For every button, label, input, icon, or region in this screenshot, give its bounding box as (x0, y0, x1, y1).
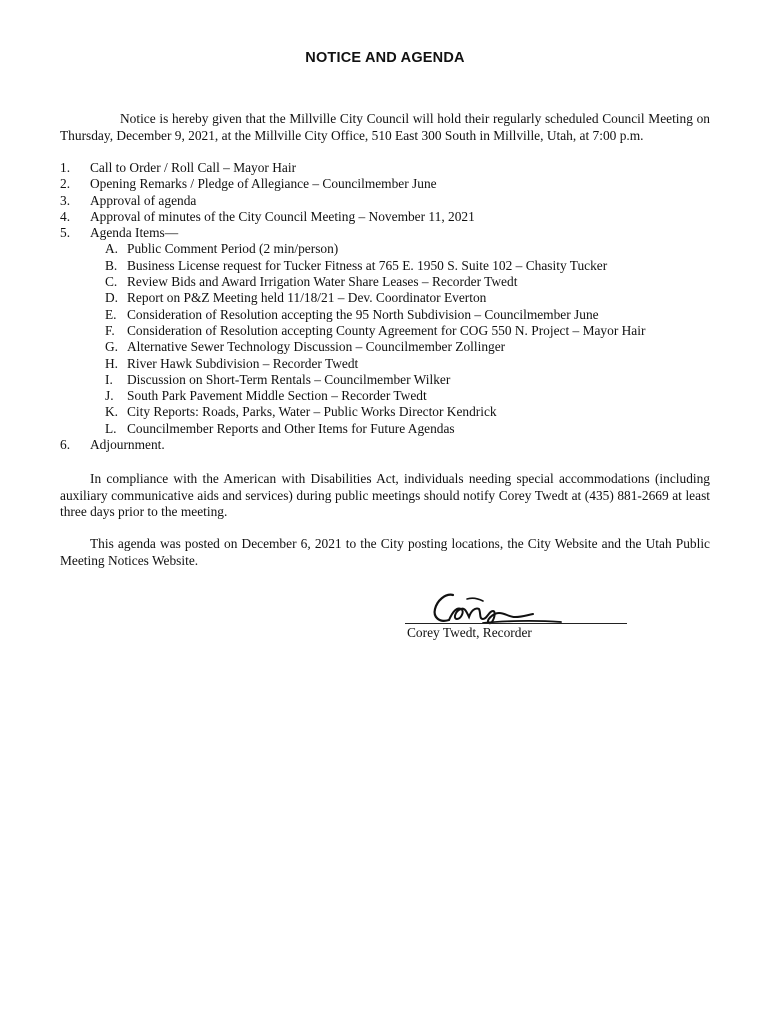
agenda-subitem-letter: E. (105, 306, 117, 322)
agenda-subitem-letter: J. (105, 388, 114, 404)
agenda-subitem (60, 421, 720, 437)
agenda-item (60, 193, 720, 209)
agenda-subitem-text: Business License request for Tucker Fitness at 765 E. 1950 S. Suite 102 – Chasity Tucker (127, 257, 608, 273)
agenda-subitem-letter: L. (105, 420, 117, 436)
agenda-item-text: Adjournment. (90, 437, 165, 453)
agenda-item-number: 5. (60, 225, 71, 241)
document-title: NOTICE AND AGENDA (305, 50, 465, 66)
agenda-subitem (60, 290, 720, 306)
agenda-subitem (60, 258, 720, 274)
agenda-item-text: Call to Order / Roll Call – Mayor Hair (90, 160, 297, 175)
agenda-subitem-text: South Park Pavement Middle Section – Recorder Twedt (127, 388, 427, 404)
agenda-subitem-text: Consideration of Resolution accepting the 95 North Subdivision – Councilmember June (127, 306, 599, 322)
agenda-subitem-text: Review Bids and Award Irrigation Water Share Leases – Recorder Twedt (127, 274, 518, 290)
agenda-subitem (60, 388, 720, 404)
agenda-subitem (60, 274, 720, 290)
agenda-list (60, 160, 720, 453)
agenda-item-number: 6. (60, 437, 71, 453)
agenda-item (60, 437, 720, 453)
agenda-subitem-letter: B. (105, 257, 118, 273)
agenda-subitem-text: Councilmember Reports and Other Items for Future Agendas (127, 420, 455, 436)
signature-block (405, 585, 630, 645)
meeting-notice-paragraph: Notice is hereby given that the Millville City Council will hold their regularly scheduled Council Meeting on Thursday, December 9, 2021, at the Millville City Office, 510 East 300 South in Millville, Utah, at 7:00 p.m. (60, 111, 710, 143)
agenda-item-text: Approval of minutes of the City Council Meeting – November 11, 2021 (90, 208, 475, 224)
agenda-item-number: 3. (60, 192, 71, 208)
agenda-subitem-letter: A. (105, 241, 119, 257)
agenda-subitem-text: Alternative Sewer Technology Discussion – Councilmember Zollinger (127, 339, 506, 355)
agenda-subitem (60, 307, 720, 323)
agenda-subitem (60, 241, 720, 257)
agenda-subitem-text: Public Comment Period (2 min/person) (127, 241, 339, 257)
signature-line (405, 623, 627, 624)
agenda-item-number: 2. (60, 176, 71, 192)
agenda-item-number: 1. (60, 160, 71, 175)
handwritten-signature (423, 587, 563, 627)
agenda-subitem (60, 323, 720, 339)
ada-notice-paragraph: In compliance with the American with Disabilities Act, individuals needing special accommodations (including auxiliary communicative aids and services) during public meetings should notify Corey Twedt at (435) 881-2669 at least three days prior to the meeting. (60, 471, 710, 519)
agenda-subitem-text: City Reports: Roads, Parks, Water – Public Works Director Kendrick (127, 404, 497, 420)
agenda-subitem-text: Report on P&Z Meeting held 11/18/21 – Dev. Coordinator Everton (127, 290, 487, 306)
posting-notice-paragraph: This agenda was posted on December 6, 2021 to the City posting locations, the City Website and the Utah Public Meeting Notices Website. (60, 536, 710, 568)
agenda-subitem-letter: F. (105, 322, 115, 338)
agenda-subitem (60, 372, 720, 388)
agenda-item-text: Opening Remarks / Pledge of Allegiance – Councilmember June (90, 176, 437, 192)
agenda-subitem-text: Consideration of Resolution accepting County Agreement for COG 550 N. Project – Mayor Hair (127, 322, 646, 338)
signatory-name: Corey Twedt, Recorder (407, 625, 532, 640)
agenda-subitem-letter: C. (105, 274, 118, 290)
agenda-subitem-letter: D. (105, 290, 119, 306)
agenda-subitem-letter: G. (105, 339, 119, 355)
agenda-subitem-letter: I. (105, 371, 113, 387)
agenda-subitem-text: River Hawk Subdivision – Recorder Twedt (127, 355, 359, 371)
agenda-subitem-letter: K. (105, 404, 119, 420)
agenda-item (60, 160, 720, 176)
agenda-item-text: Agenda Items— (90, 225, 179, 241)
agenda-subitem (60, 339, 720, 355)
agenda-item-number: 4. (60, 208, 71, 224)
agenda-subitem-text: Discussion on Short-Term Rentals – Councilmember Wilker (127, 371, 451, 387)
agenda-subitem (60, 356, 720, 372)
agenda-item (60, 225, 720, 241)
agenda-subitem-letter: H. (105, 355, 119, 371)
agenda-item (60, 176, 720, 192)
agenda-subitem (60, 404, 720, 420)
agenda-item-text: Approval of agenda (90, 192, 197, 208)
agenda-item (60, 209, 720, 225)
